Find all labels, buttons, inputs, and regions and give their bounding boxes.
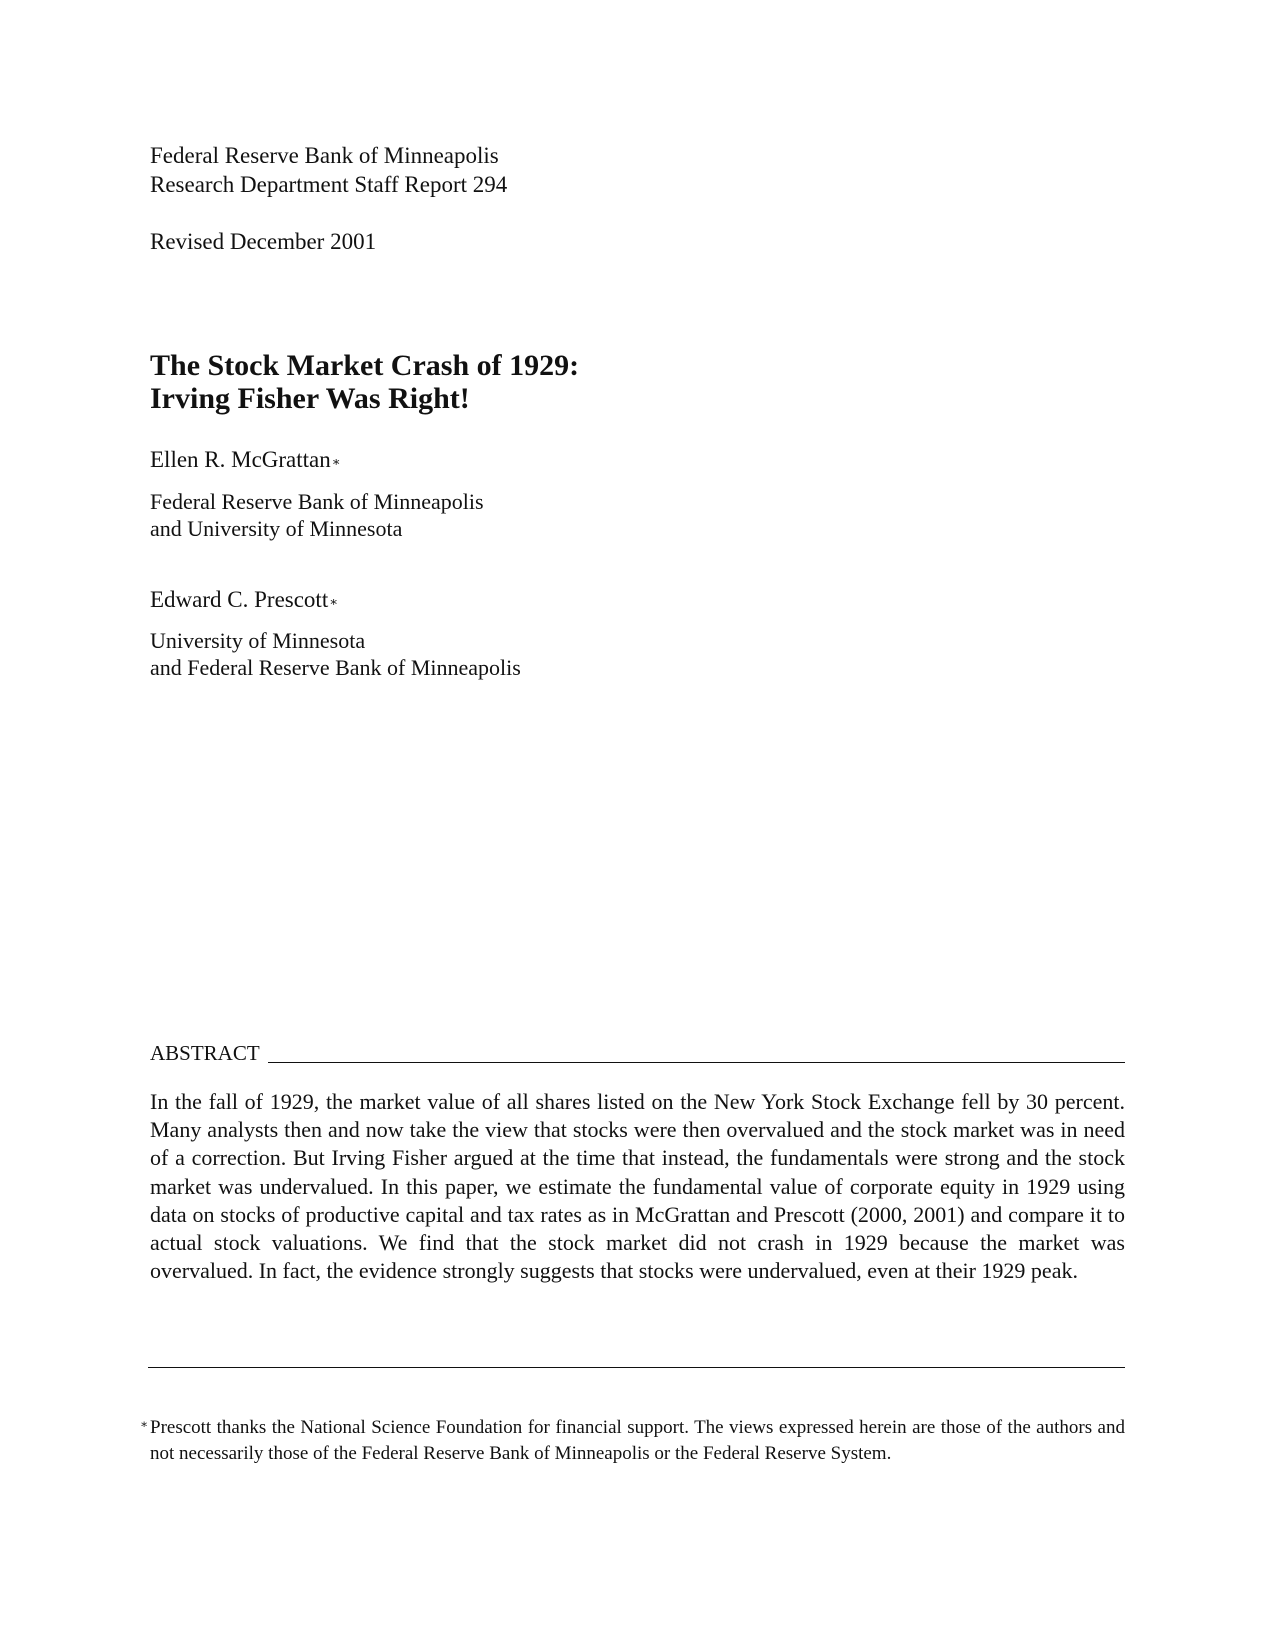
paper-title-line-2: Irving Fisher Was Right! <box>150 382 470 415</box>
abstract-label: ABSTRACT <box>150 1041 260 1065</box>
abstract-bottom-rule <box>148 1367 1125 1368</box>
author-2-name <box>150 586 338 614</box>
author-1-name-text: Ellen R. McGrattan <box>150 447 331 472</box>
author-2-footnote-mark: ∗ <box>329 594 339 609</box>
header-institution: Federal Reserve Bank of Minneapolis <box>150 143 499 168</box>
footnote-text: Prescott thanks the National Science Foundation for financial support. The views expressed herein are those of the authors and not necessarily those of the Federal Reserve Bank of Minneapolis or the Federal Reserve System. <box>150 1417 1125 1464</box>
paper-title-line-1: The Stock Market Crash of 1929: <box>150 349 580 382</box>
footnote <box>140 1415 1125 1466</box>
abstract-heading-rule <box>268 1062 1125 1063</box>
abstract-text: In the fall of 1929, the market value of all shares listed on the New York Stock Exchange fell by 30 percent. Many analysts then and now take the view that stocks were then overvalued and the stock market was in need of a correction. But Irving Fisher argued at the time that instead, the fundamentals were strong and the stock market was undervalued. In this paper, we estimate the fundamental value of corporate equity in 1929 using data on stocks of productive capital and tax rates as in McGrattan and Prescott (2000, 2001) and compare it to actual stock valuations. We find that the stock market did not crash in 1929 because the market was overvalued. In fact, the evidence strongly suggests that stocks were undervalued, even at their 1929 peak. <box>150 1089 1125 1284</box>
author-1-affiliation-line-2: and University of Minnesota <box>150 516 403 541</box>
author-2-name-text: Edward C. Prescott <box>150 587 329 612</box>
header-report-number: Research Department Staff Report 294 <box>150 172 508 197</box>
author-1-affiliation-line-1: Federal Reserve Bank of Minneapolis <box>150 489 484 514</box>
abstract-heading <box>150 1036 1125 1066</box>
author-1-footnote-mark: ∗ <box>331 454 341 469</box>
footnote-mark: ∗ <box>140 1417 149 1431</box>
author-1-name <box>150 446 341 474</box>
author-2-affiliation-line-1: University of Minnesota <box>150 628 366 653</box>
author-2-affiliation-line-2: and Federal Reserve Bank of Minneapolis <box>150 655 521 680</box>
revision-date: Revised December 2001 <box>150 229 377 254</box>
